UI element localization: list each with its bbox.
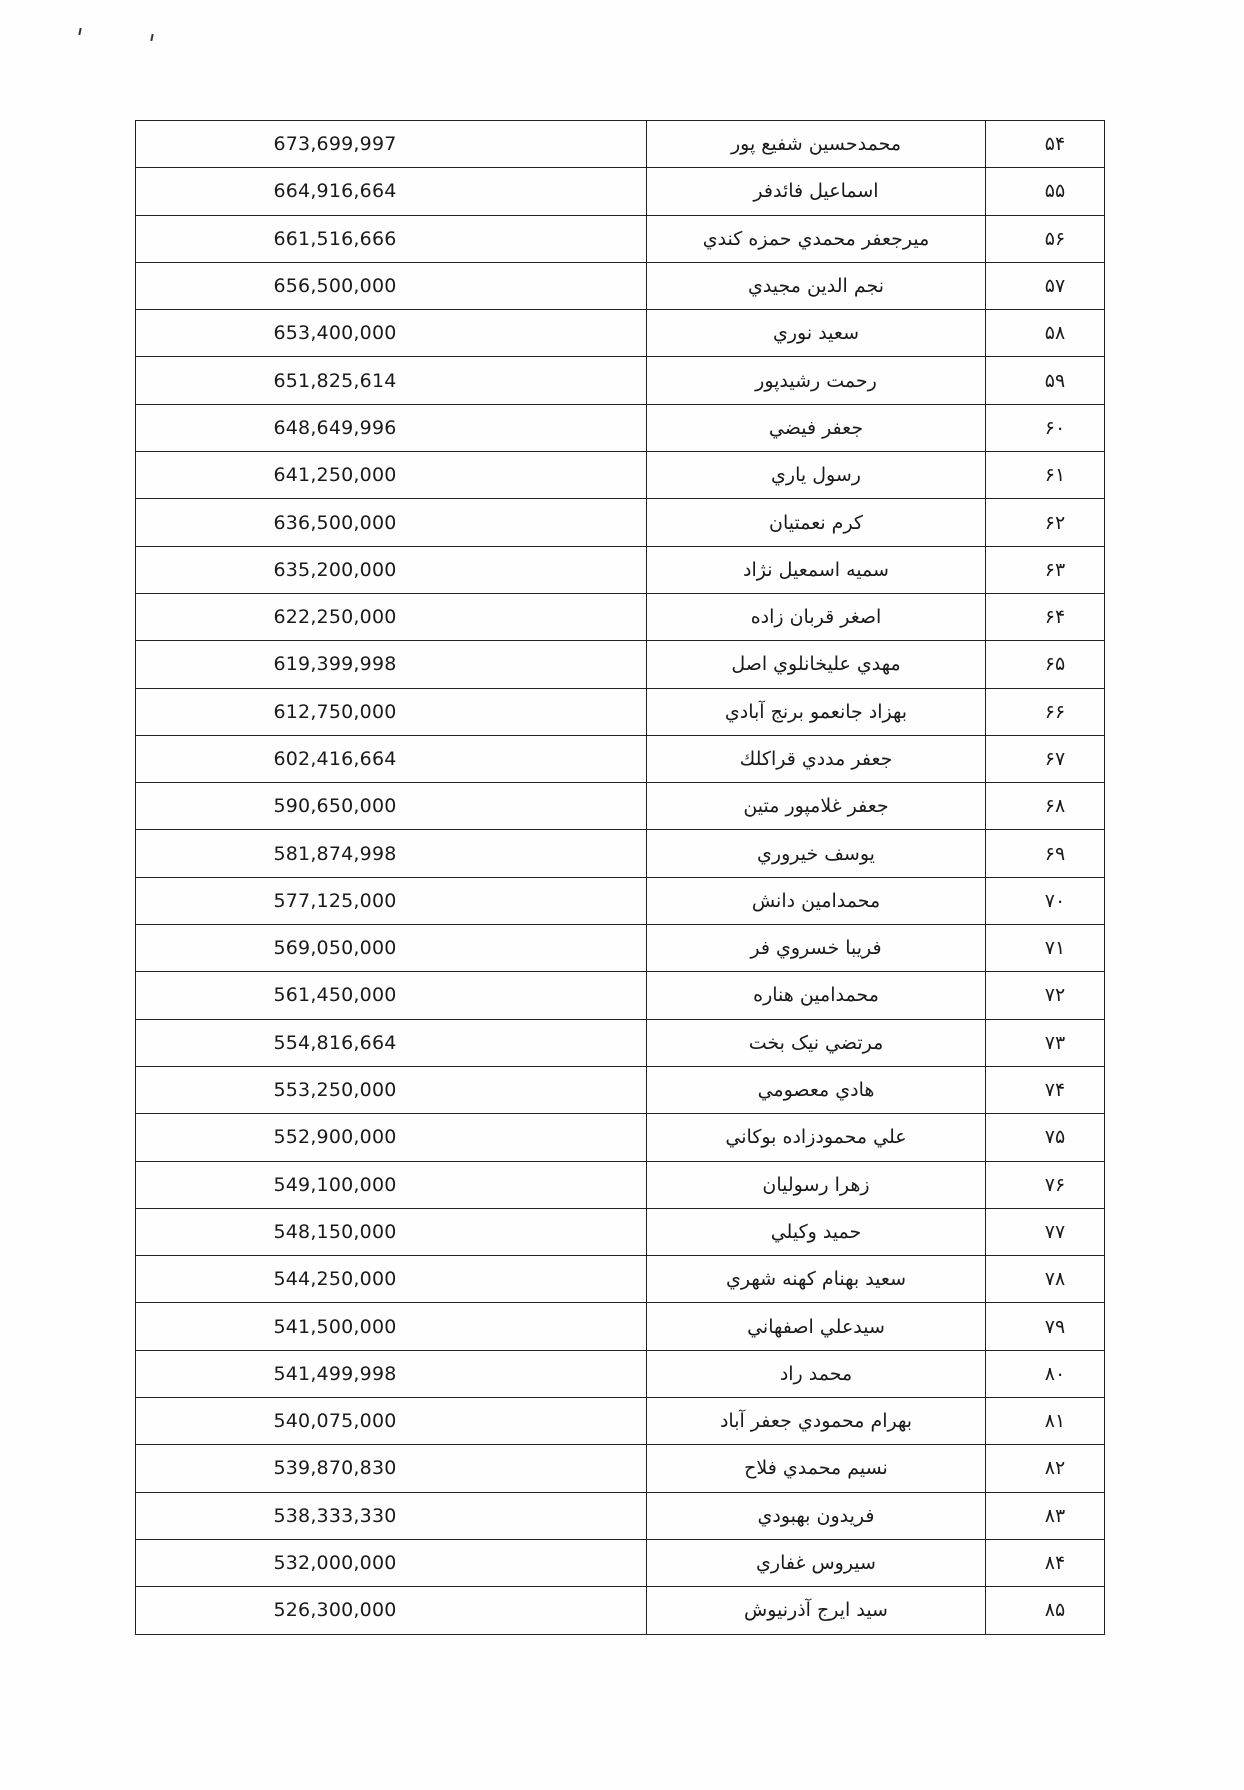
amount-value: 541,500,000	[273, 1315, 397, 1338]
row-number-cell	[986, 1019, 1105, 1066]
amount-value: 540,075,000	[273, 1410, 397, 1433]
amount-cell	[136, 1066, 647, 1113]
amount-value: 552,900,000	[273, 1126, 397, 1149]
amount-cell	[136, 1539, 647, 1586]
amount-value: 538,333,330	[273, 1504, 397, 1527]
amount-value: 619,399,998	[273, 653, 397, 676]
amount-value: 673,699,997	[273, 133, 397, 156]
amount-value: 651,825,614	[273, 369, 397, 392]
table-row	[136, 1161, 1105, 1208]
table-row	[136, 215, 1105, 262]
row-number-cell	[986, 1539, 1105, 1586]
row-number: ۷۵	[1044, 1126, 1066, 1149]
amount-value: 661,516,666	[273, 227, 397, 250]
name-cell: سيد ايرج آذرنيوش	[647, 1587, 986, 1634]
row-number: ۸۱	[1044, 1410, 1066, 1433]
table-row	[136, 925, 1105, 972]
row-number-cell	[986, 357, 1105, 404]
name-cell: فريدون بهبودي	[647, 1492, 986, 1539]
name-cell: سيدعلي اصفهاني	[647, 1303, 986, 1350]
amount-value: 635,200,000	[273, 558, 397, 581]
scan-speck	[150, 34, 153, 41]
amount-cell	[136, 1350, 647, 1397]
table-row	[136, 877, 1105, 924]
name-cell: هادي معصومي	[647, 1066, 986, 1113]
row-number: ۶۶	[1044, 700, 1066, 723]
amount-value: 577,125,000	[273, 889, 397, 912]
amount-value: 612,750,000	[273, 700, 397, 723]
row-number: ۶۲	[1044, 511, 1066, 534]
row-number-cell	[986, 546, 1105, 593]
scan-speck	[78, 28, 81, 35]
name-cell: محمدامين دانش	[647, 877, 986, 924]
row-number-cell	[986, 641, 1105, 688]
amount-value: 548,150,000	[273, 1220, 397, 1243]
table-row	[136, 1587, 1105, 1634]
row-number: ۷۴	[1044, 1079, 1066, 1102]
amount-cell	[136, 1398, 647, 1445]
row-number-cell	[986, 262, 1105, 309]
row-number-cell	[986, 1114, 1105, 1161]
name-cell: مهدي عليخانلوي اصل	[647, 641, 986, 688]
row-number: ۷۳	[1044, 1031, 1066, 1054]
amount-cell	[136, 1256, 647, 1303]
amount-value: 581,874,998	[273, 842, 397, 865]
name-cell: جعفر غلامپور متين	[647, 783, 986, 830]
row-number: ۶۴	[1044, 606, 1066, 629]
amount-cell	[136, 168, 647, 215]
amount-cell	[136, 215, 647, 262]
amount-cell	[136, 783, 647, 830]
amount-cell	[136, 1208, 647, 1255]
row-number-cell	[986, 499, 1105, 546]
amount-value: 648,649,996	[273, 416, 397, 439]
row-number-cell	[986, 735, 1105, 782]
name-cell: اسماعيل فائدفر	[647, 168, 986, 215]
row-number: ۶۱	[1044, 464, 1066, 487]
amount-cell	[136, 499, 647, 546]
amount-cell	[136, 452, 647, 499]
amount-cell	[136, 593, 647, 640]
row-number: ۷۸	[1044, 1268, 1066, 1291]
table-row	[136, 404, 1105, 451]
name-cell: بهزاد جانعمو برنج آبادي	[647, 688, 986, 735]
row-number-cell	[986, 1350, 1105, 1397]
table-row	[136, 593, 1105, 640]
row-number-cell	[986, 1303, 1105, 1350]
amount-value: 549,100,000	[273, 1173, 397, 1196]
amount-value: 569,050,000	[273, 937, 397, 960]
name-cell: جعفر مددي قراكلك	[647, 735, 986, 782]
name-cell: محمدامين هناره	[647, 972, 986, 1019]
name-cell: نسيم محمدي فلاح	[647, 1445, 986, 1492]
row-number-cell	[986, 1587, 1105, 1634]
amount-value: 641,250,000	[273, 464, 397, 487]
row-number-cell	[986, 688, 1105, 735]
name-cell: جعفر فيضي	[647, 404, 986, 451]
row-number: ۸۰	[1044, 1362, 1066, 1385]
row-number-cell	[986, 972, 1105, 1019]
table-row	[136, 1303, 1105, 1350]
table-row	[136, 1398, 1105, 1445]
amount-value: 590,650,000	[273, 795, 397, 818]
table-row	[136, 499, 1105, 546]
row-number: ۶۵	[1044, 653, 1066, 676]
amount-value: 622,250,000	[273, 606, 397, 629]
amount-cell	[136, 1161, 647, 1208]
amount-cell	[136, 641, 647, 688]
table-row	[136, 121, 1105, 168]
row-number: ۵۶	[1044, 227, 1066, 250]
row-number-cell	[986, 1208, 1105, 1255]
row-number-cell	[986, 404, 1105, 451]
amount-value: 561,450,000	[273, 984, 397, 1007]
amount-cell	[136, 1114, 647, 1161]
table-row	[136, 972, 1105, 1019]
amount-cell	[136, 1492, 647, 1539]
row-number-cell	[986, 168, 1105, 215]
table-row	[136, 1539, 1105, 1586]
row-number-cell	[986, 877, 1105, 924]
amount-value: 554,816,664	[273, 1031, 397, 1054]
table-row	[136, 735, 1105, 782]
amount-cell	[136, 357, 647, 404]
payroll-table	[135, 120, 1105, 1635]
amount-cell	[136, 1445, 647, 1492]
amount-value: 656,500,000	[273, 275, 397, 298]
amount-value: 541,499,998	[273, 1362, 397, 1385]
amount-value: 526,300,000	[273, 1599, 397, 1622]
table-row	[136, 357, 1105, 404]
row-number: ۸۲	[1044, 1457, 1066, 1480]
amount-value: 544,250,000	[273, 1268, 397, 1291]
amount-value: 539,870,830	[273, 1457, 397, 1480]
row-number: ۵۷	[1044, 275, 1066, 298]
amount-cell	[136, 310, 647, 357]
table-row	[136, 452, 1105, 499]
table-row	[136, 783, 1105, 830]
amount-value: 653,400,000	[273, 322, 397, 345]
name-cell: بهرام محمودي جعفر آباد	[647, 1398, 986, 1445]
row-number: ۷۷	[1044, 1220, 1066, 1243]
name-cell: محمد راد	[647, 1350, 986, 1397]
table-row	[136, 1019, 1105, 1066]
row-number-cell	[986, 1445, 1105, 1492]
row-number: ۶۸	[1044, 795, 1066, 818]
table-row	[136, 1350, 1105, 1397]
row-number-cell	[986, 783, 1105, 830]
name-cell: رسول ياري	[647, 452, 986, 499]
row-number-cell	[986, 121, 1105, 168]
row-number: ۶۹	[1044, 842, 1066, 865]
name-cell: زهرا رسوليان	[647, 1161, 986, 1208]
row-number: ۸۵	[1044, 1599, 1066, 1622]
row-number: ۸۴	[1044, 1552, 1066, 1575]
amount-cell	[136, 925, 647, 972]
amount-value: 553,250,000	[273, 1079, 397, 1102]
name-cell: علي محمودزاده بوكاني	[647, 1114, 986, 1161]
name-cell: مرتضي نيک بخت	[647, 1019, 986, 1066]
table-row	[136, 546, 1105, 593]
amount-cell	[136, 121, 647, 168]
row-number: ۷۰	[1044, 889, 1066, 912]
row-number: ۷۱	[1044, 937, 1066, 960]
amount-cell	[136, 1303, 647, 1350]
row-number: ۵۸	[1044, 322, 1066, 345]
table-row	[136, 168, 1105, 215]
table-row	[136, 1208, 1105, 1255]
row-number-cell	[986, 830, 1105, 877]
name-cell: سيروس غفاري	[647, 1539, 986, 1586]
row-number: ۸۳	[1044, 1504, 1066, 1527]
row-number-cell	[986, 452, 1105, 499]
name-cell: حميد وكيلي	[647, 1208, 986, 1255]
table-row	[136, 310, 1105, 357]
amount-cell	[136, 972, 647, 1019]
amount-cell	[136, 1587, 647, 1634]
amount-cell	[136, 262, 647, 309]
table-row	[136, 688, 1105, 735]
name-cell: سعيد بهنام كهنه شهري	[647, 1256, 986, 1303]
table-row	[136, 641, 1105, 688]
amount-value: 602,416,664	[273, 748, 397, 770]
row-number-cell	[986, 310, 1105, 357]
name-cell: رحمت رشيدپور	[647, 357, 986, 404]
name-cell: سعيد نوري	[647, 310, 986, 357]
amount-cell	[136, 688, 647, 735]
table-row	[136, 262, 1105, 309]
row-number: ۵۵	[1044, 180, 1066, 203]
row-number: ۶۷	[1044, 748, 1066, 770]
amount-cell	[136, 1019, 647, 1066]
name-cell: سميه اسمعيل نژاد	[647, 546, 986, 593]
name-cell: كرم نعمتيان	[647, 499, 986, 546]
table-row	[136, 1256, 1105, 1303]
row-number-cell	[986, 215, 1105, 262]
row-number-cell	[986, 925, 1105, 972]
row-number: ۵۹	[1044, 369, 1066, 392]
table-body	[136, 121, 1105, 1635]
name-cell: محمدحسين شفيع پور	[647, 121, 986, 168]
name-cell: ميرجعفر محمدي حمزه كندي	[647, 215, 986, 262]
row-number: ۷۹	[1044, 1315, 1066, 1338]
amount-cell	[136, 404, 647, 451]
row-number-cell	[986, 1161, 1105, 1208]
table-row	[136, 830, 1105, 877]
amount-cell	[136, 877, 647, 924]
row-number-cell	[986, 1492, 1105, 1539]
name-cell: فريبا خسروي فر	[647, 925, 986, 972]
row-number: ۷۲	[1044, 984, 1066, 1007]
row-number-cell	[986, 1256, 1105, 1303]
amount-cell	[136, 546, 647, 593]
row-number: ۵۴	[1044, 133, 1066, 156]
amount-cell	[136, 830, 647, 877]
amount-value: 532,000,000	[273, 1552, 397, 1575]
row-number-cell	[986, 593, 1105, 640]
name-cell: يوسف خيروري	[647, 830, 986, 877]
row-number: ۷۶	[1044, 1173, 1066, 1196]
row-number: ۶۳	[1044, 558, 1066, 581]
name-cell: نجم الدين مجيدي	[647, 262, 986, 309]
table-row	[136, 1492, 1105, 1539]
row-number-cell	[986, 1398, 1105, 1445]
amount-value: 636,500,000	[273, 511, 397, 534]
amount-value: 664,916,664	[273, 180, 397, 203]
table-row	[136, 1445, 1105, 1492]
row-number: ۶۰	[1044, 416, 1066, 439]
table-row	[136, 1066, 1105, 1113]
table-row	[136, 1114, 1105, 1161]
amount-cell	[136, 735, 647, 782]
name-cell: اصغر قربان زاده	[647, 593, 986, 640]
row-number-cell	[986, 1066, 1105, 1113]
